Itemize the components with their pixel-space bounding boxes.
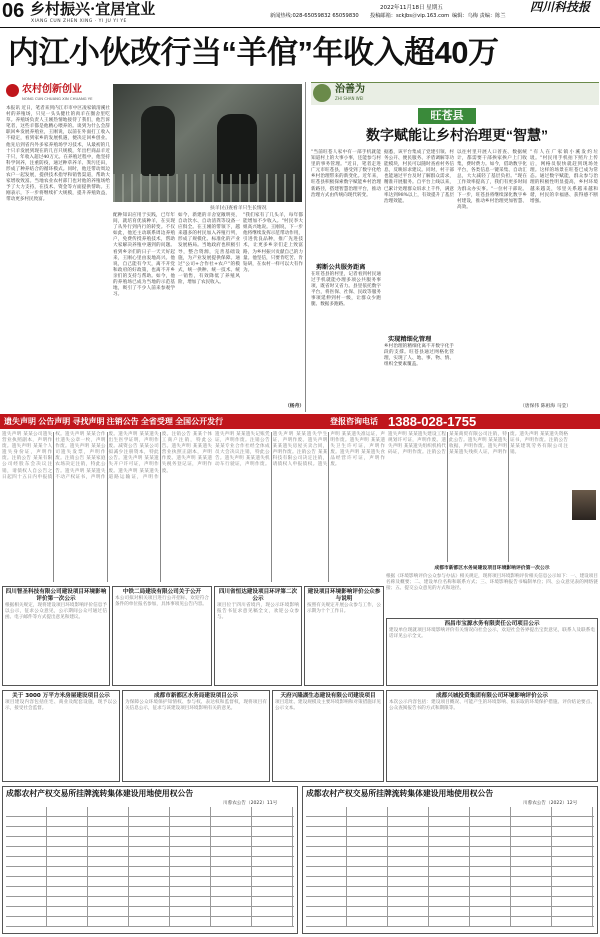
ad-box-3-body: 项目位于四川省境内，现公示环境影响报告书征求意见稿全文，欢迎公众参与。 [217, 603, 299, 621]
ad-box-7 [122, 690, 270, 782]
news-hotline: 新闻热线:028-65059832 65059830 [270, 13, 359, 19]
sidebar-body-col1: "当前旺苍人家中有一部手机就能知道村上的大事小事，还能参与村里的事务管理。"近日，笔者走进广元市旺苍县，感受到了数字化给乡村治理带来的新变化。近年来，旺苍县积极探索数字赋能乡村治理新路径，搭建智慧治理平台，推动治理方式由传统向现代转变。 [311, 150, 381, 198]
lead-body-col1: 本报讯 近日，笔者来到内江市市中区凌家镇清溪社村的养殖场，只见一头头健壮的肉羊在圈舍里吃草。养殖场负责人王刚热情地接待了我们，他告诉笔者，这些羊都是他精心喂养的。谈到为什么会辞职回乡发展养殖业，王刚说，以前在外面打工收入不稳定，看到家乡的发展机遇，便决定回乡创业。他先后到省内外多家养殖场学习技术，从最初的几十只羊发展到现在的几百只规模，年出栏商品羊近千只，年收入超过40万元。在养殖过程中，他坚持科学饲养，注重防疫，通过种草养羊、粪污还田，形成了种养结合的循环模式。同时，他还带动周边农户一起发展，提供技术指导和销售渠道，帮助大家增收致富。当地农业农村部门也对他的养殖场给予了大力支持，在技术、资金等方面提供帮助。王刚表示，下一步将继续扩大规模，提升养殖效益，带动更多村民致富。 [6, 106, 110, 203]
ad-box-9-title: 成都兴城投资集团有限公司环境影响评价公示 [436, 693, 548, 699]
ad-box-2-title: 中铁二局建设有限公司关于公开 [122, 589, 202, 595]
land-notice-left [2, 786, 298, 934]
sidebar-body-col1b: 在旺苍县的村里，记者看到村民通过手机就能办理多项公共服务事项，既省时又省力。县里依托数字平台，将医保、社保、民政等服务事项延伸到村一级，让群众少跑腿、数据多跑路。 [311, 272, 381, 308]
lead-column-title: 农村创新创业 [22, 84, 82, 95]
issue-date: 2022年11月18日 星期五 [380, 5, 443, 11]
ad-box-5-title: 西昌市宝源水务有限责任公司项目公示 [444, 621, 540, 627]
lead-body-col4: "我们家有了几头羊，每年都能增加不少收入。"村民李大姐高兴地说。王刚说，下一步他将继续发挥示范带动作用，引进优良品种，推广先进技术，让更多乡亲们走上致富路，为乡村振兴贡献自己的力量。他坚信，只要肯吃苦、肯钻研，在农村一样可以大有作为。 [243, 213, 303, 273]
editor-credit: 编辑：乌梅 责编：陈兰 [452, 13, 506, 19]
ad-box-6-body: 项目建设内容包括住宅、商业及配套设施，现予以公示，接受社会监督。 [5, 700, 117, 712]
section-title: 乡村振兴·宜居宜业 [30, 0, 156, 18]
ad-box-1 [2, 586, 110, 686]
lead-photo-caption: 扶羊(右)查看羊只生长情况 [210, 206, 267, 211]
ad-box-6-title: 关于 3000 万平方米房屋建设项目公示 [12, 693, 110, 699]
column-logo-icon [6, 84, 19, 97]
sidebar-body-col3: 以往村里开展人口普查、数据统计，都需要干部挨家挨户上门收集，费时费力。如今，借助数字化平台，各类信息一键采集、自动汇总，大大减轻了基层负担。"现在工作效率提高了，我们有更多时间为群众办实事。"一位村干部说。下一步，旺苍县将继续深化数字乡村建设，推动乡村治理更加智慧、高效。 [457, 150, 527, 210]
land-notice-left-table [6, 807, 294, 927]
lead-body-col2: 配种知识应用于实践，已年年间，就培育优质种羊，在实现了从外行到内行的转变。不仅如此，他还主动联系周边养殖户，免费传授养殖技术，帮助大家解决养殖中遇到的问题。看到乡亲们的日子一天天好起来，王刚心里由衷地高兴。他说，自己能有今天，离不开党和政府的好政策，也离不开乡亲们的支持与帮助。如今，他的养殖场已成为当地的示范基地，吸引了不少人前来参观学习。 [113, 213, 175, 298]
photo-figure-1 [141, 106, 175, 176]
ad-box-5 [386, 618, 598, 686]
lead-column-pinyin: NONG CUN CHUANG XIN CHUANG YE [22, 96, 93, 101]
notices-grid-right: 遗失声明 某某遗失建设工程规划许可证，声明作废。遗失声明 某某遗失组织机构代码证，声明作废。注销公告 某某商贸有限公司注销，特此公告。遗失声明 某某遗失收据，声明作废。遗失声明 某某遗失残疾人证，声明作废。遗失声明 某某遗失资格证书，声明作废。注销公告 某某建筑劳务有限公司注销。 [388, 432, 570, 456]
ad-box-6 [2, 690, 120, 782]
notice-environment-title: 成都市新都区水务局建设项目环境影响评价第一次公示 [434, 566, 550, 571]
hotline-number: 1388-028-1755 [388, 414, 477, 429]
sidebar-body-col2: 据悉，该平台集成了党建引领、村务公开、便民服务、矛盾调解等功能模块，村民可以随时查看村务信息，反映诉求建议。同时，村干部也能通过平台及时了解群众需求，精准开展服务。自平台上线以来，已累计处理群众诉求上千件，满意率达到98%以上，有效提升了基层治理效能。 [384, 150, 454, 204]
land-notice-right-badge: 川蓉农公告（2022）12号 [523, 801, 578, 806]
ad-box-4 [304, 586, 384, 686]
paper-name-logo: 四川科技报 [530, 0, 591, 14]
sidebar-column-title: 治善为 [335, 84, 365, 95]
ad-box-7-body: 为保障公众环境保护知情权、参与权、表达权和监督权，现将项目有关信息公示，征求与该建设项目环境影响有关的意见。 [125, 700, 267, 712]
photo-ad-man [572, 490, 596, 520]
land-notice-right [302, 786, 598, 934]
classifieds-banner-text: 遗失声明 公告声明 寻找声明 注销公告 全省受理 全国公开发行 [4, 417, 224, 426]
lead-ending: （杨舟） [285, 404, 305, 409]
lead-headline: 内江小伙改行当“羊倌”年收入超40万 [8, 35, 499, 70]
notice-environment-body: 根据《环境影响评价公众参与办法》相关规定，现将项目环境影响评价相关信息公示如下：一、建设项目名称及概要；二、建设单位名称和联系方式；三、环境影响报告书编制单位；四、公众意见表的网络链接；五、提交公众意见的方式和途径。 [386, 574, 598, 592]
lead-body-col3: 如今，新建的羊舍宽敞明亮，自动饮水、自动清粪等设备一应俱全。在王刚的带领下，越来越多的村民加入养殖行列，形成了规模化、标准化的产业发展格局。当地政府也积极引导，整合资源，完善基础设施，为产业发展提供保障。通过"公司+合作社+农户"的模式，统一供种、统一技术、统一销售，有效降低了养殖风险，增加了农民收入。 [178, 213, 240, 286]
ad-box-8 [272, 690, 384, 782]
ad-box-4-body: 按照有关规定开展公众参与工作，公示期为十个工作日。 [307, 603, 381, 615]
sidebar-subhead-1: 剪断公共服务距离 [316, 264, 366, 271]
submission-email: 投稿邮箱：sckjbs＠vip.163.com [370, 13, 450, 19]
ad-box-8-title: 天府兴隆湖生态建设有限公司建设项目 [280, 693, 376, 699]
sidebar-body-col4: "有人在广家镇小溪发约垃圾。"村民用手机拍下照片上传后，网格员很快就赶到现场处理。这样的场景在旺苍已成为常态。通过数字赋能，群众参与治理的积极性明显提高，乡村环境越来越美，邻里关系越来越和谐，村民的幸福感、获得感不断增强。 [530, 150, 598, 204]
column-divider [305, 82, 306, 412]
sidebar-byline: （唐保伟 陈祖海 马莹） [520, 404, 572, 409]
ad-box-1-body: 根据相关规定，现将建设项目环境影响评价信息予以公示，征求公众意见，公示期间公众可通过信函、电子邮件等方式提出意见和建议。 [5, 603, 107, 621]
section-pinyin: XIANG CUN ZHEN XING · YI JU YI YE [31, 19, 127, 24]
ad-box-7-title: 成都市新都区水务局建设项目公示 [154, 693, 238, 699]
notices-grid-left: 遗失声明 某某公司遗失营业执照副本，声明作废。遗失声明 某某个人遗失身份证，声明作废。注销公告 某某有限公司经股东会决议注销，请债权人自公告之日起四十五日内申报债权。遗失声明 某某合作社遗失公章一枚，声明作废。遗失声明 某某公司遗失发票，声明作废。注销公告 某某家庭农场决定注销，特此公告。遗失声明 某某遗失不动产权证书，声明作废。遗失声明 某某遗失出生医学证明，声明作废。减资公告 某某公司拟减少注册资本，特此公告。遗失声明 某某遗失开户许可证，声明作废。遗失声明 某某遗失道路运输证，声明作废。注销公告 某某个体工商户注销，特此公告。遗失声明 某某遗失营业执照正副本，声明作废。遗失声明 某某遗失税务登记证，声明作废。 [2, 432, 212, 480]
land-notice-left-badge: 川蓉农公告（2022）11号 [223, 801, 278, 806]
land-notice-right-table [306, 807, 594, 927]
sidebar-kicker: 旺苍县 [418, 108, 476, 124]
ad-box-9-body: 本次公示内容包括：建设项目概况、可能产生的环境影响、拟采取的环境保护措施、评价结论要点、公众查阅报告书的方式和期限等。 [389, 700, 595, 712]
land-notice-right-title: 成都农村产权交易所挂牌流转集体建设用地使用权公告 [306, 789, 494, 798]
ad-box-2-body: 本公司拟对相关项目进行公开招标，欢迎符合条件的单位报名参加，具体事项见公告内容。 [115, 596, 209, 608]
land-notice-left-title: 成都农村产权交易所挂牌流转集体建设用地使用权公告 [6, 789, 194, 798]
ad-box-8-body: 项目选址、建设规模及主要环境影响和对策措施详见公示文本。 [275, 700, 381, 712]
ad-box-4-title: 建设项目环境影响评价公众参与说明 [307, 589, 381, 602]
ad-box-2 [112, 586, 212, 686]
sidebar-subhead-2: 实现精细化管理 [388, 336, 432, 343]
lead-photo [113, 84, 302, 202]
header-rule [0, 27, 600, 28]
ad-box-3 [214, 586, 302, 686]
land-notice-left-cols [6, 807, 294, 927]
land-notice-right-cols [306, 807, 594, 927]
sidebar-logo-icon [313, 84, 331, 102]
hotline-label: 登报咨询电话 [330, 417, 378, 426]
ad-box-9 [386, 690, 598, 782]
sidebar-headline: 数字赋能让乡村治理更“智慧” [366, 127, 548, 143]
photo-fence [113, 174, 302, 202]
page-number: 06 [2, 0, 25, 22]
sidebar-column-pinyin: ZHI SHAN WEI [335, 96, 364, 101]
sidebar-body-col2b: 乡村治理的精细化离不开数字化手段的支撑。旺苍县通过网格化管理，实现了人、地、事、物、情、组织全要素覆盖。 [384, 344, 454, 368]
ad-box-3-title: 四川省恒达建设项目环评第二次公示 [218, 589, 298, 602]
ad-box-5-body: 建设单位现就项目环境影响评价有关情况向社会公示，欢迎社会各界提出宝贵意见，联系人及联系电话详见公示全文。 [389, 628, 595, 640]
notices-grid-mid: 遗失声明 某某遗失记账凭证，声明作废。注销公告 某某专业合作社经全体成员大会决议注销，特此公告。遗失声明 某某遗失机动车行驶证，声明作废。遗失声明 某某遗失学生证，声明作废。遗失声明 某某遗失房屋买卖合同，声明作废。注销公告 某某科技有限公司决定注销，请债权人申报债权。遗失声明 某某遗失准运证，声明作废。遗失声明 某某遗失卫生许可证，声明作废。遗失声明 某某遗失食品经营许可证，声明作废。 [215, 432, 385, 468]
ad-box-1-title: 四川智圣科技有限公司建设项目环境影响评价第一次公示 [5, 589, 107, 602]
